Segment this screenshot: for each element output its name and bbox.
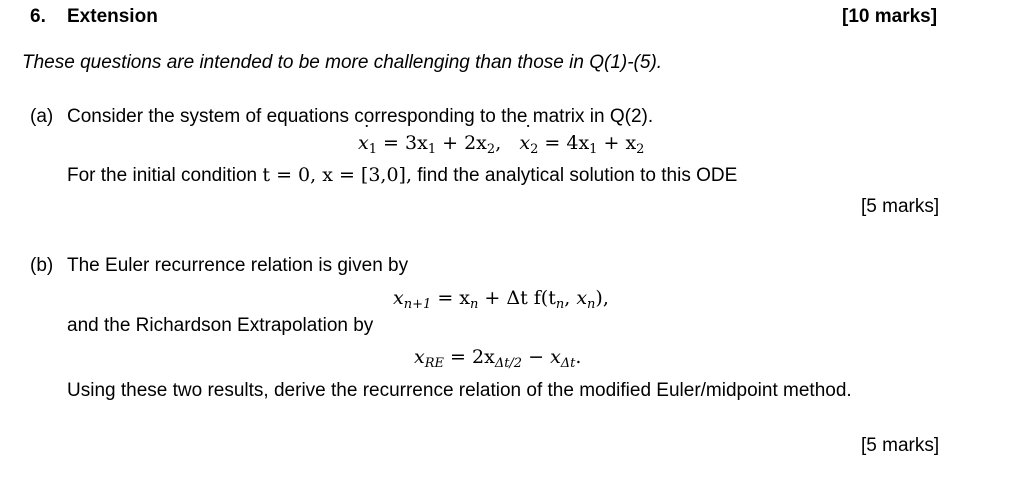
part-a-condition: For the initial condition t = 0, x = [3,0], find the analytical solution to this ODE <box>67 164 738 186</box>
total-marks: [10 marks] <box>842 6 938 27</box>
intro-text: These questions are intended to be more challenging than those in Q(1)-(5). <box>22 52 663 73</box>
part-b-text: The Euler recurrence relation is given by <box>67 255 409 276</box>
part-a-label: (a) <box>30 106 54 127</box>
part-a-equation: ˙ $x_1 = 3x_1 + 2x_2$, ˙ $x_2 = 4x_1 + x_2$ <box>358 132 644 157</box>
question-title: Extension <box>67 6 158 27</box>
part-b-marks: [5 marks] <box>861 435 940 456</box>
part-b-closing-text: Using these two results, derive the recurrence relation of the modified Euler/midpoint method. <box>67 380 852 401</box>
part-a-text: Consider the system of equations corresponding to the matrix in Q(2). <box>67 106 654 127</box>
richardson-equation: $x_{RE} = 2x_{\Delta t/2} - x_{\Delta t}$. <box>414 346 582 371</box>
question-number: 6. <box>30 6 46 27</box>
euler-equation: $x_{n+1} = x_n + \Delta t$ $f(t_n$, $x_n$), <box>393 287 609 312</box>
part-b-label: (b) <box>30 255 54 276</box>
part-a-marks: [5 marks] <box>861 196 940 217</box>
part-b-middle-text: and the Richardson Extrapolation by <box>67 315 374 336</box>
